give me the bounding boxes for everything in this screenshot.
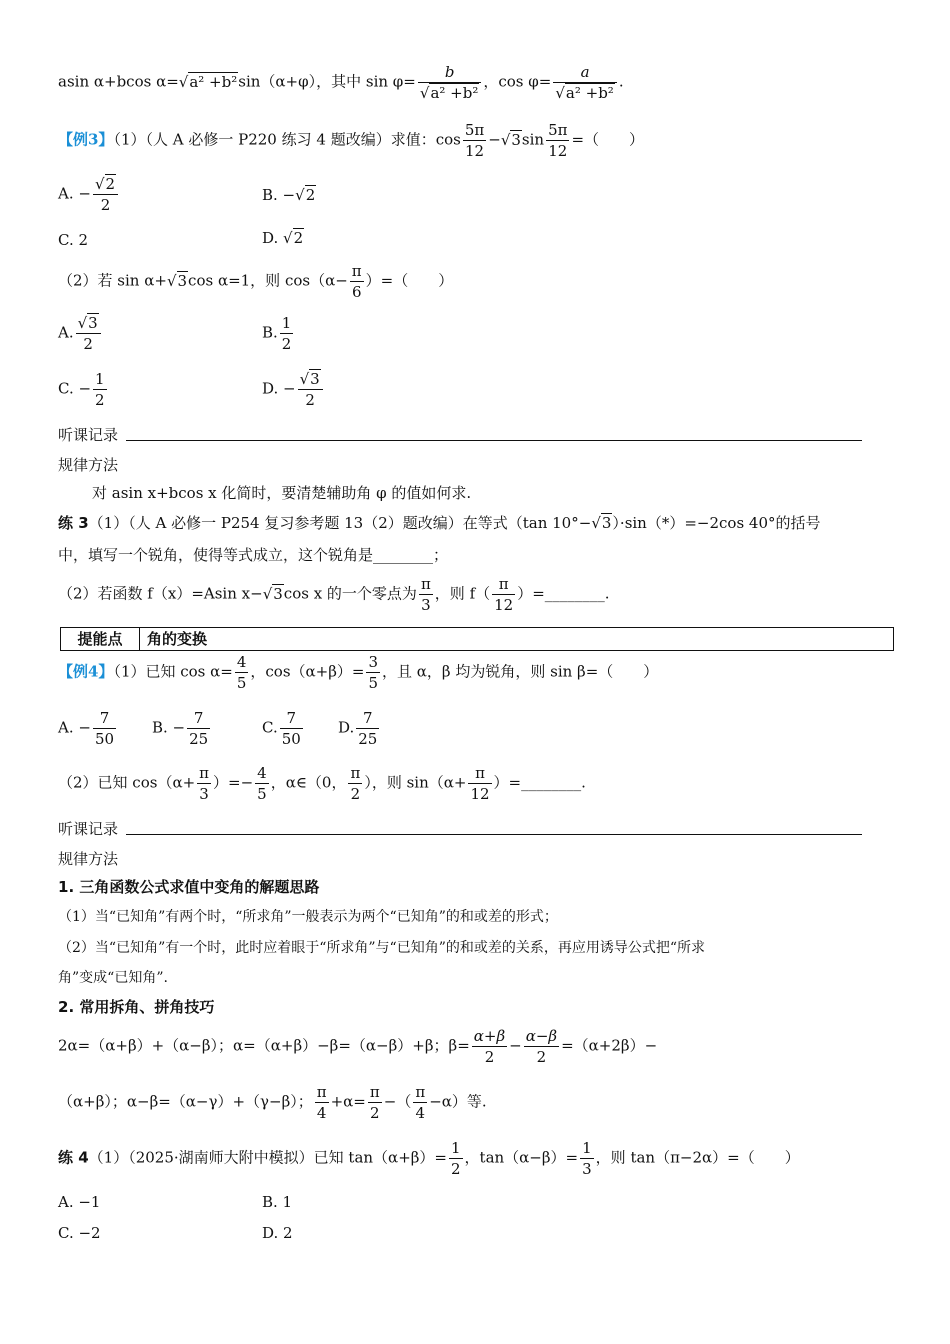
ex3-2-option-d[interactable]: D. − $\frac{√3}{2}$ bbox=[262, 369, 325, 410]
ex3-question-1: 【例3】（1）（人 A 必修一 P220 练习 4 题改编）求值：cos $\frac{5\pi}{12}$ −√3sin $\frac{5\pi}{12}$ =（ ） bbox=[58, 121, 645, 160]
ex3-tag: 【例3】 bbox=[58, 130, 114, 149]
pr4-option-d[interactable]: D. 2 bbox=[262, 1224, 293, 1242]
ex4-1-option-a[interactable]: A. − $\frac{7}{50}$ bbox=[58, 709, 115, 748]
formula-cos: ，cos φ= bbox=[483, 72, 552, 91]
ex4-1-option-c[interactable]: C. $\frac{7}{50}$ bbox=[262, 709, 301, 748]
ex4-1-option-d[interactable]: D. $\frac{7}{25}$ bbox=[338, 709, 378, 748]
method-point-1c: 角”变成“已知角”. bbox=[58, 970, 168, 986]
ex3-1-option-c[interactable]: C. 2 bbox=[58, 231, 89, 249]
ex4-tag: 【例4】 bbox=[58, 662, 114, 681]
pr3-line-1: 练 3（1）（人 A 必修一 P254 复习参考题 13（2）题改编）在等式（tan 10°−√3）·sin（*）=−2cos 40°的括号 bbox=[58, 514, 821, 532]
ex4-question-1: 【例4】（1）已知 cos α= $\frac{4}{5}$ ，cos（α+β）= $\frac{3}{5}$ ，且 α，β 均为锐角，则 sin β=（ ） bbox=[58, 653, 659, 692]
ex4-1-option-b[interactable]: B. − $\frac{7}{25}$ bbox=[152, 709, 209, 748]
notes-label-2: 听课记录 bbox=[58, 820, 119, 838]
frac-sinphi: $\frac{b}{\text{√a² +b²}}$ bbox=[418, 62, 481, 103]
section-header bbox=[60, 627, 894, 651]
method-title-1: 规律方法 bbox=[58, 456, 119, 474]
pr3-line-2: 中，填写一个锐角，使得等式成立，这个锐角是________； bbox=[58, 546, 449, 564]
auxiliary-formula: asin α+bcos α=√a² +b²sin（α+φ），其中 sin φ= $\frac{b}{\text{√a² +b²}}$ ，cos φ= $\frac{a}{\text{√a² +b²}}$ . bbox=[58, 63, 624, 102]
ex3-question-2: （2）若 sin α+√3cos α=1，则 cos（α− $\frac{\pi}{6}$ ）=（ ） bbox=[58, 262, 454, 301]
notes-line-1[interactable] bbox=[126, 440, 862, 441]
method-text-1: 对 asin x+bcos x 化简时，要清楚辅助角 φ 的值如何求. bbox=[92, 484, 472, 502]
method-title-2: 规律方法 bbox=[58, 850, 119, 868]
ex3-2-option-a[interactable]: A. $\frac{√3}{2}$ bbox=[58, 313, 103, 354]
pr4-option-b[interactable]: B. 1 bbox=[262, 1193, 293, 1211]
pr3-tag: 练 3 bbox=[58, 514, 89, 532]
ex3-2-option-b[interactable]: B. $\frac{1}{2}$ bbox=[262, 314, 292, 353]
section-col2: 角的变换 bbox=[147, 630, 208, 648]
section-col1: 提能点 bbox=[61, 628, 140, 650]
ex3-1-option-b[interactable]: B. −√2 bbox=[262, 186, 316, 204]
sqrt-a2b2: √a² +b² bbox=[178, 72, 238, 91]
method-point-1a: （1）当“已知角”有两个时，“所求角”一般表示为两个“已知角”的和或差的形式； bbox=[58, 909, 558, 925]
formula-lhs: asin α+bcos α= bbox=[58, 72, 179, 91]
method-point-1b: （2）当“已知角”有一个时，此时应着眼于“所求角”与“已知角”的和或差的关系，再应用诱导公式把“所求 bbox=[58, 940, 706, 956]
pr4-option-a[interactable]: A. −1 bbox=[58, 1193, 101, 1211]
ex4-question-2: （2）已知 cos（α+ $\frac{\pi}{3}$ ）=− $\frac{4}{5}$ ，α∈（0， $\frac{\pi}{2}$ ），则 sin（α+ $\frac{\pi}{12}$ ）=________. bbox=[58, 764, 586, 803]
angle-formula-line-2: （α+β）；α−β=（α−γ）+（γ−β）； $\frac{\pi}{4}$ +α= $\frac{\pi}{2}$ −（ $\frac{\pi}{4}$ −α）等. bbox=[58, 1083, 487, 1122]
notes-line-2[interactable] bbox=[126, 834, 862, 835]
notes-label-1: 听课记录 bbox=[58, 426, 119, 444]
method-heading-2: 2. 常用拆角、拼角技巧 bbox=[58, 998, 215, 1016]
ex3-1-option-d[interactable]: D. √2 bbox=[262, 229, 304, 247]
ex3-2-option-c[interactable]: C. − $\frac{1}{2}$ bbox=[58, 370, 105, 409]
angle-formula-line-1: 2α=（α+β）+（α−β）；α=（α+β）−β=（α−β）+β；β= $\frac{\alpha+\beta}{2}$ − $\frac{\alpha-\beta}{2}$ =（α+2β）− bbox=[58, 1027, 658, 1066]
pr4-option-c[interactable]: C. −2 bbox=[58, 1224, 101, 1242]
method-heading-1: 1. 三角函数公式求值中变角的解题思路 bbox=[58, 878, 320, 896]
formula-mid: sin（α+φ），其中 sin φ= bbox=[238, 72, 416, 91]
ex3-1-option-a[interactable]: A. − $\frac{√2}{2}$ bbox=[58, 174, 120, 215]
frac-cosphi: $\frac{a}{\text{√a² +b²}}$ bbox=[553, 62, 616, 103]
pr4-tag: 练 4 bbox=[58, 1148, 89, 1167]
pr3-question-2: （2）若函数 f（x）=Asin x−√3cos x 的一个零点为 $\frac{\pi}{3}$ ，则 f（ $\frac{\pi}{12}$ ）=________. bbox=[58, 575, 610, 614]
pr4-question: 练 4（1）（2025·湖南师大附中模拟）已知 tan（α+β）= $\frac{1}{2}$ ，tan（α−β）= $\frac{1}{3}$ ，则 tan（π−2α）=（ ） bbox=[58, 1139, 800, 1178]
